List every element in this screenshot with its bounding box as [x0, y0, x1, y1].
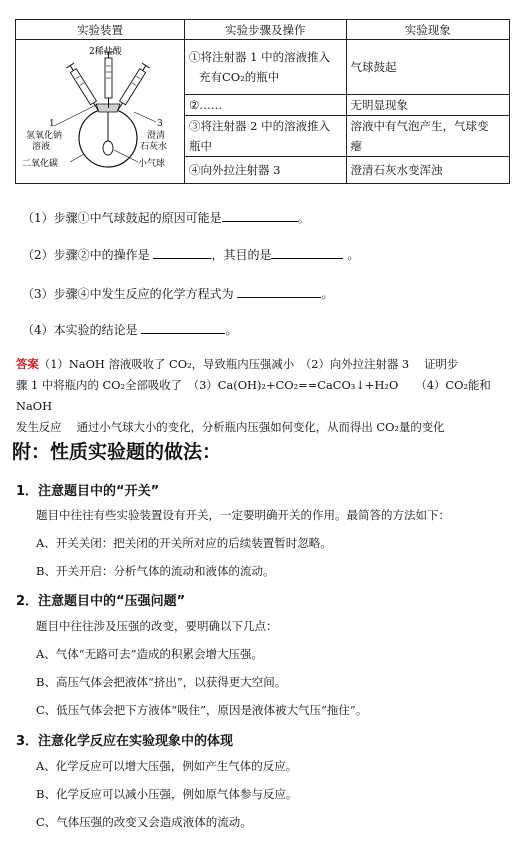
- answer-blank-2a[interactable]: [153, 246, 211, 259]
- step-2: ②……: [184, 95, 346, 116]
- header-apparatus: 实验装置: [16, 20, 185, 40]
- answer-blank-4[interactable]: [141, 321, 225, 334]
- apparatus-cell: [16, 40, 185, 184]
- item-3-heading: 3．注意化学反应在实验现象中的体现: [16, 734, 234, 749]
- item-2-line-2: A、气体“无路可去”造成的积累会增大压强。: [36, 647, 264, 661]
- observation-4: 澄清石灰水变浑浊: [346, 157, 510, 184]
- header-steps: 实验步骤及操作: [184, 20, 346, 40]
- question-2: （2）步骤②中的操作是 ，其目的是 。: [22, 248, 360, 262]
- item-1-line-1: 题目中往往有些实验装置设有开关，一定要明确开关的作用。最简答的方法如下：: [36, 508, 450, 522]
- header-observation: 实验现象: [346, 20, 510, 40]
- observation-2: 无明显现象: [346, 95, 510, 116]
- balloon-icon: [103, 141, 113, 155]
- observation-3: 溶液中有气泡产生，气球变 瘪: [346, 116, 510, 157]
- step-3: ③将注射器 2 中的溶液推入 瓶中: [184, 116, 346, 157]
- question-1: （1）步骤①中气球鼓起的原因可能是 。: [22, 211, 310, 225]
- label-limewater-b: 石灰水: [140, 141, 168, 152]
- label-hcl: 2稀盐酸: [89, 46, 122, 57]
- item-3-line-3: C、气体压强的改变又会造成液体的流动。: [36, 815, 252, 829]
- label-limewater: 澄清: [147, 130, 166, 141]
- answer-blank-1[interactable]: [222, 209, 298, 222]
- question-3: （3）步骤④中发生反应的化学方程式为 。: [22, 287, 334, 301]
- item-2-line-3: B、高压气体会把液体“挤出”，以获得更大空间。: [36, 675, 287, 689]
- item-3-line-2: B、化学反应可以减小压强，例如原气体参与反应。: [36, 787, 298, 801]
- label-co2: 二氧化碳: [22, 158, 59, 169]
- answer-line-2: 骤 1 中将瓶内的 CO₂全部吸收了 （3）Ca(OH)₂+CO₂==CaCO₃↓+H₂O （4）CO₂能和 NaOH: [16, 378, 491, 413]
- syringe-2-icon: [104, 52, 113, 108]
- answer-line-1: （1）NaOH 溶液吸收了 CO₂，导致瓶内压强减小 （2）向外拉注射器 3 证明步: [38, 357, 459, 371]
- section-title: 附：性质实验题的做法：: [12, 441, 222, 463]
- item-1-heading: 1．注意题目中的“开关”: [16, 484, 160, 499]
- answer-line-3: 发生反应 通过小气球大小的变化，分析瓶内压强如何变化，从而得出 CO₂量的变化: [16, 420, 445, 434]
- observation-1: 气球鼓起: [346, 40, 510, 95]
- answer-label: 答案: [16, 357, 39, 371]
- experiment-table: [15, 19, 510, 184]
- item-1-line-2: A、开关关闭：把关闭的开关所对应的后续装置暂时忽略。: [36, 536, 332, 550]
- label-syringe-1-number: 1: [49, 118, 55, 129]
- label-naoh-solution: 溶液: [32, 141, 51, 152]
- label-balloon: 小气球: [138, 158, 166, 169]
- item-1-line-3: B、开关开启：分析气体的流动和液体的流动。: [36, 564, 275, 578]
- label-syringe-3-number: 3: [157, 118, 163, 129]
- answer-blank-3[interactable]: [237, 285, 321, 298]
- question-4: （4）本实验的结论是 。: [22, 323, 238, 337]
- item-3-line-1: A、化学反应可以增大压强，例如产生气体的反应。: [36, 759, 298, 773]
- item-2-line-4: C、低压气体会把下方液体“吸住”，原因是液体被大气压“拖住”。: [36, 703, 368, 717]
- step-1: ①将注射器 1 中的溶液推入 充有CO₂的瓶中: [184, 40, 346, 95]
- answer-blank-2b[interactable]: [271, 246, 343, 259]
- label-naoh: 氢氧化钠: [26, 130, 63, 141]
- answer-block: [16, 354, 512, 438]
- item-2-heading: 2．注意题目中的“压强问题”: [16, 594, 186, 609]
- item-2-line-1: 题目中往往涉及压强的改变，要明确以下几点：: [36, 619, 278, 633]
- apparatus-diagram: [16, 42, 176, 182]
- step-4: ④向外拉注射器 3: [184, 157, 346, 184]
